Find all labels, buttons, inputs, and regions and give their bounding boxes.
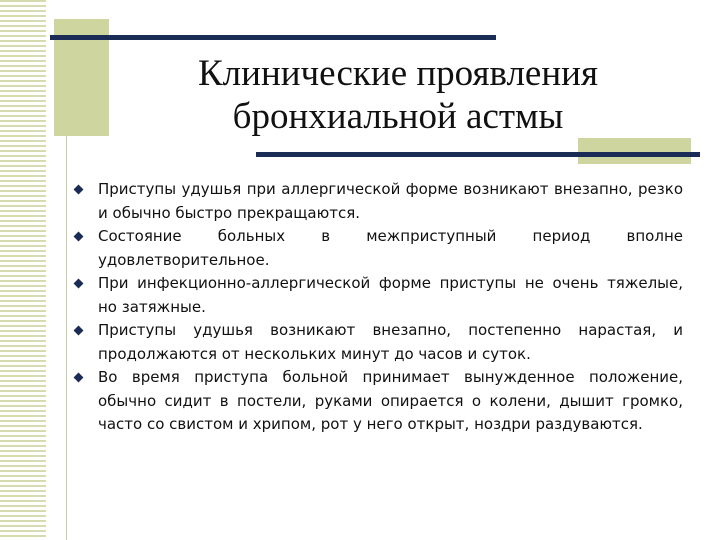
bullet-text: Во время приступа больной принимает вынужденное положение, обычно сидит в постели, руками опирается о колени, дышит громко, часто со свистом и хрипом, рот у него открыт, ноздри раздуваются. bbox=[98, 368, 683, 433]
decorative-top-bar bbox=[50, 35, 496, 40]
bullet-item bbox=[71, 319, 683, 366]
diamond-bullet-icon bbox=[74, 373, 84, 383]
decorative-bottom-square bbox=[578, 138, 691, 164]
diamond-bullet-icon bbox=[74, 232, 84, 242]
bullet-text: При инфекционно-аллергической форме приступы не очень тяжелые, но затяжные. bbox=[98, 274, 683, 316]
slide-title-line-1: Клинические проявления bbox=[198, 53, 598, 94]
bullet-item bbox=[71, 272, 683, 319]
bullet-text: Приступы удушья при аллергической форме возникают внезапно, резко и обычно быстро прекращаются. bbox=[98, 180, 683, 222]
decorative-bottom-bar bbox=[256, 152, 700, 157]
bullet-item bbox=[71, 225, 683, 272]
bullet-text: Приступы удушья возникают внезапно, постепенно нарастая, и продолжаются от нескольких минут до часов и суток. bbox=[98, 321, 683, 363]
slide-title bbox=[118, 52, 678, 138]
bullet-item bbox=[71, 178, 683, 225]
decorative-stripes bbox=[0, 0, 46, 540]
diamond-bullet-icon bbox=[74, 185, 84, 195]
bullet-list bbox=[71, 178, 683, 437]
slide-title-line-2: бронхиальной астмы bbox=[232, 96, 564, 137]
bullet-item bbox=[71, 366, 683, 437]
diamond-bullet-icon bbox=[74, 279, 84, 289]
diamond-bullet-icon bbox=[74, 326, 84, 336]
bullet-text: Состояние больных в межприступный период вполне удовлетворительное. bbox=[98, 227, 683, 269]
